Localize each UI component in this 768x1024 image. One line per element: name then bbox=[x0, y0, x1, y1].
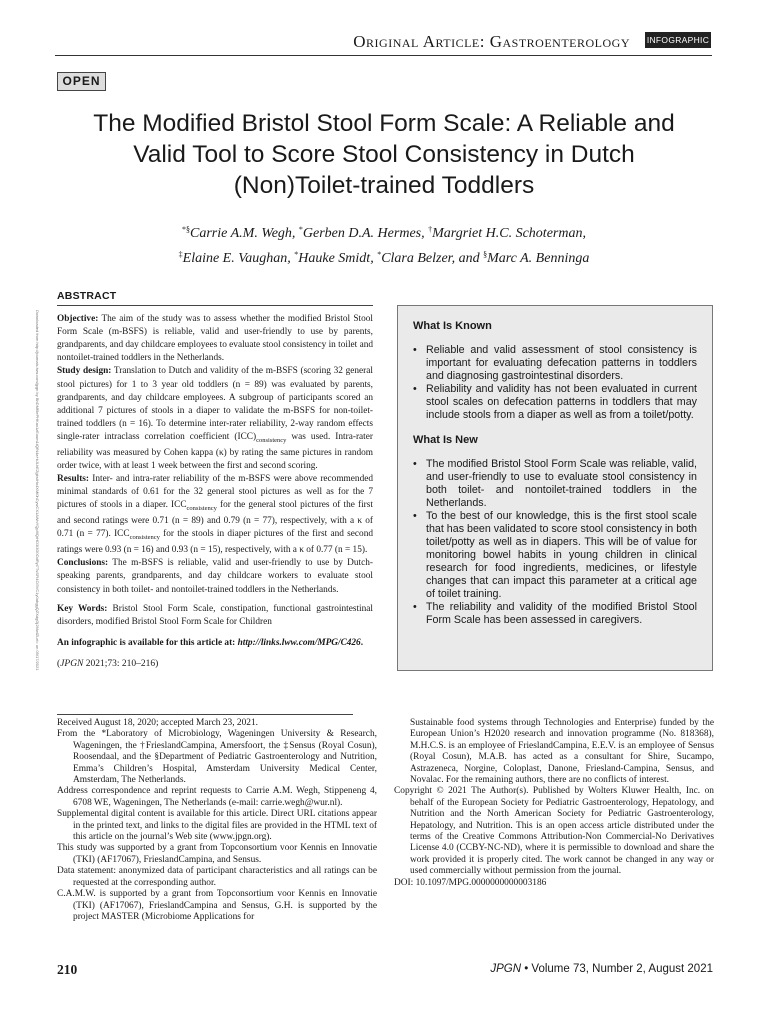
author-name: Gerben D.A. Hermes bbox=[302, 226, 422, 241]
footer-issue: Volume 73, Number 2, August 2021 bbox=[531, 963, 713, 975]
objective-label: Objective: bbox=[57, 314, 99, 325]
what-is-new-heading: What Is New bbox=[413, 434, 478, 446]
conclusions-label: Conclusions: bbox=[57, 558, 109, 569]
footnote-rule bbox=[57, 714, 353, 715]
key-words-label: Key Words: bbox=[57, 603, 108, 614]
what-is-new-list bbox=[413, 458, 697, 627]
study-design-label: Study design: bbox=[57, 366, 112, 377]
journal-footer bbox=[420, 963, 713, 975]
author-name: Marc A. Benninga bbox=[487, 251, 590, 266]
affiliation-mark: * bbox=[294, 250, 299, 259]
infographic-link[interactable]: http://links.lww.com/MPG/C426 bbox=[237, 637, 361, 648]
citation-journal: JPGN bbox=[60, 658, 84, 669]
footnote: Supplemental digital content is available for this article. Direct URL citations appear in the printed text, and links to the digital files are provided in the HTML text of this article on the journal’s Web site (www.jpgn.org). bbox=[57, 809, 377, 843]
subscript: consistency bbox=[129, 534, 160, 542]
title-line: (Non)Toilet-trained Toddlers bbox=[233, 172, 535, 199]
author-separator: , bbox=[582, 226, 586, 241]
infographic-note bbox=[57, 637, 373, 650]
conclusions-text: The m-BSFS is reliable, valid and user-friendly to use by Dutch-speaking parents, grandparents, and day childcare workers to evaluate stool consistency in both toilet- and nontoilet-trained toddlers in the Netherlands. bbox=[57, 558, 373, 595]
abstract-heading: ABSTRACT bbox=[57, 290, 117, 302]
footnote: Sustainable food systems through Technologies and Enterprise) funded by the European Union’s H2020 research and innovation programme (No. 818368), M.H.C.S. is an employee of FrieslandCampina, E.E.V. is an employee of Sensus (Royal Cosun), M.A.B. has acted as a consultant for Shire, Sucampo, Astrazeneca, Norgine, Coloplast, Danone, Friesland-Campina, Sensus, and Novalac. For the remaining authors, there are no conflicts of interest. bbox=[410, 718, 714, 786]
author-separator: , bbox=[291, 226, 299, 241]
infographic-note-text: An infographic is available for this article at: bbox=[57, 637, 238, 648]
list-item: • The reliability and validity of the modified Bristol Stool Form Scale has been assessed in caregivers. bbox=[413, 601, 697, 627]
infographic-badge[interactable]: INFOGRAPHIC bbox=[645, 32, 711, 48]
abstract bbox=[57, 290, 373, 671]
citation-open: ( bbox=[57, 658, 61, 669]
list-item: • The modified Bristol Stool Form Scale was reliable, valid, and user-friendly to use to evaluate stool consistency in both toilet- and nontoilet-trained toddlers in the Netherlands. bbox=[413, 458, 697, 510]
results-label: Results: bbox=[57, 474, 90, 485]
author-separator: , bbox=[421, 226, 429, 241]
page-number: 210 bbox=[57, 962, 78, 977]
what-is-known-heading: What Is Known bbox=[413, 320, 492, 332]
subscript: consistency bbox=[186, 505, 217, 513]
list-item: • To the best of our knowledge, this is the first stool scale that has been validated to score stool consistency in both toilet/potty as well as in diapers. This will be of value for monitoring bowel habits in young children in clinical research for food ingredients, medicines, or lifestyle changes that can impact this parameter at a critical age of toilet training. bbox=[413, 510, 697, 601]
section-header: Original Article: Gastroenterology bbox=[353, 32, 630, 51]
study-design-text: was used. Intra-rater reliability was measured by Cohen kappa (κ) by rating the same pictures in random order twice, with at least 1 week between the first and second scoring. bbox=[57, 431, 373, 471]
affiliation-mark: *§ bbox=[182, 225, 191, 234]
footnote: From the *Laboratory of Microbiology, Wageningen University & Research, Wageningen, the †FrieslandCampina, Amersfoort, the ‡Sensus (Royal Cosun), Roosendaal, and the §Department of Pediatric Gastroenterology and Nutrition, Emma’s Children’s Hospital, Amsterdam University Medical Center, Amsterdam, The Netherlands. bbox=[57, 729, 377, 786]
author-separator: , and bbox=[451, 251, 484, 266]
author-name: Carrie A.M. Wegh bbox=[190, 226, 292, 241]
footer-journal: JPGN bbox=[490, 963, 521, 975]
results-text: Inter- and intra-rater reliability of the m-BSFS were above recommended minimal standards of 0.61 for the 32 general stool pictures as well as for the 7 pictures of stools in a diaper. ICC bbox=[57, 474, 373, 511]
what-is-known-box bbox=[397, 305, 713, 671]
footnote: Received August 18, 2020; accepted March 23, 2021. bbox=[57, 718, 258, 728]
affiliation-mark: † bbox=[428, 225, 433, 234]
author-name: Margriet H.C. Schoterman bbox=[432, 226, 583, 241]
author-line bbox=[55, 244, 713, 269]
subscript: consistency bbox=[256, 436, 287, 444]
header-rule bbox=[55, 55, 712, 56]
footnote: Data statement: anonymized data of participant characteristics and all ratings can be requested at the corresponding author. bbox=[57, 866, 377, 888]
citation bbox=[57, 658, 373, 671]
abstract-conclusions bbox=[57, 557, 373, 596]
footnote: This study was supported by a grant from Topconsortium voor Kennis en Innovatie (TKI) (AF17067), FrieslandCampina, and Sensus. bbox=[57, 843, 377, 865]
objective-text: The aim of the study was to assess whether the modified Bristol Stool Form Scale (m-BSFS) is reliable, valid and user-friendly to use by parents, grandparents, and day childcare employees to evaluate stool consistency in toilet and nontoilet-trained toddlers in the Netherlands. bbox=[57, 314, 373, 364]
affiliation-mark: § bbox=[483, 250, 488, 259]
footnotes-left-column bbox=[57, 718, 377, 923]
footnotes-right-column bbox=[394, 718, 714, 889]
list-item: • Reliability and validity has not been evaluated in current stool scales on defecation patterns in toddlers that may include stools from a diaper as well as from a toilet/potty. bbox=[413, 383, 697, 422]
abstract-objective bbox=[57, 313, 373, 365]
footer-bullet: • bbox=[521, 963, 532, 975]
author-line bbox=[55, 219, 713, 244]
study-design-text: Translation to Dutch and validity of the m-BSFS (scoring 32 general stool pictures) for 1 to 3 year old toddlers (n = 89) was evaluated by parents, grandparents, and day childcare employees. A subgroup of participants scored an additional 7 pictures of stools in a diaper to validate the m-BSFS for non-toilet-trained toddlers (n = 16). To determine inter-rater reliability, 2-way random effects single-rater intraclass correlation coefficient (ICC) bbox=[57, 366, 373, 442]
key-words bbox=[57, 603, 373, 629]
open-access-badge: OPEN bbox=[57, 72, 106, 91]
author-name: Hauke Smidt bbox=[298, 251, 371, 266]
title-line: The Modified Bristol Stool Form Scale: A Reliable and bbox=[93, 110, 675, 137]
footnote: C.A.M.W. is supported by a grant from Topconsortium voor Kennis en Innovatie (TKI) (AF17067), FrieslandCampina and Sensus, G.H. is supported by the project MASTER (Microbiome Applications for bbox=[57, 889, 377, 922]
citation-text: 2021;73: 210–216) bbox=[83, 658, 159, 669]
download-stamp bbox=[35, 310, 41, 730]
infographic-note-end: . bbox=[360, 637, 364, 648]
abstract-results bbox=[57, 473, 373, 557]
doi[interactable]: DOI: 10.1097/MPG.0000000000003186 bbox=[394, 877, 547, 888]
results-text: for the general stool pictures of the first and second ratings were 0.71 (n = 89) and 0.79 (n = 77), respectively, with a κ of 0.71 (n = 77). ICC bbox=[57, 500, 373, 540]
abstract-study-design bbox=[57, 365, 373, 473]
what-is-known-list bbox=[413, 344, 697, 422]
results-text: for the stools in diaper pictures of the first and second ratings were 0.93 (n = 16) and 0.93 (n = 15), respectively, with a κ of 0.77 (n = 15). bbox=[57, 529, 373, 556]
copyright-notice: Copyright © 2021 The Author(s). Published by Wolters Kluwer Health, Inc. on behalf of the European Society for Pediatric Gastroenterology, Hepatology, and Nutrition and the North American Society for Pediatric Gastroenterology, Hepatology, and Nutrition. This is an open access article distributed under the terms of the Creative Commons Attribution-Non Commercial-No Derivatives License 4.0 (CCBY-NC-ND), where it is permissible to download and share the work provided it is properly cited. The work cannot be changed in any way or used commercially without permission from the journal. bbox=[394, 786, 714, 877]
download-stamp-text: Downloaded from http://journals.lww.com/jpgn by BhDMf5ePHKav1zEoum1tQfN4a+kJLhEZgbsIHo4XMi0hCywCX1AWnYQp/IlQrHD3i3D0OdRyi7TvSFl4Cf3VC1y0abggQZXdgGj2MwlZLel= on 09/17/2021 bbox=[35, 310, 40, 671]
footnote: Address correspondence and reprint requests to Carrie A.M. Wegh, Stippeneng 4, 6708 WE, Wageningen, The Netherlands (e-mail: carrie.wegh@wur.nl). bbox=[57, 786, 377, 808]
key-words-text: Bristol Stool Form Scale, constipation, functional gastrointestinal disorders, modified Bristol Stool Form Scale for Children bbox=[57, 603, 373, 627]
title-line: Valid Tool to Score Stool Consistency in Dutch bbox=[133, 141, 635, 168]
author-separator: , bbox=[370, 251, 378, 266]
list-item: • Reliable and valid assessment of stool consistency is important for evaluating defecation patterns in toddlers and diagnosing gastrointestinal disorders. bbox=[413, 344, 697, 383]
article-title bbox=[55, 108, 713, 201]
author-name: Elaine E. Vaughan bbox=[182, 251, 288, 266]
author-name: Clara Belzer bbox=[381, 251, 452, 266]
author-separator: , bbox=[287, 251, 295, 266]
affiliation-mark: ‡ bbox=[178, 250, 183, 259]
author-list bbox=[55, 219, 713, 269]
affiliation-mark: * bbox=[377, 250, 382, 259]
affiliation-mark: * bbox=[298, 225, 303, 234]
